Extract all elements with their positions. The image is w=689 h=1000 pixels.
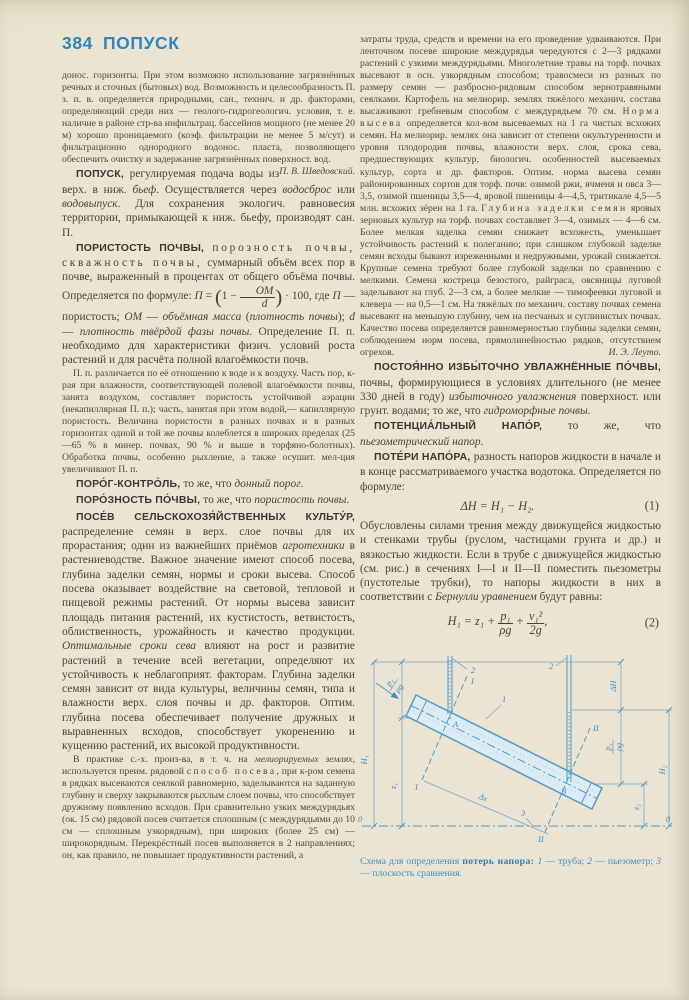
text-italic: 2	[587, 856, 593, 868]
entry-poteri-napora	[360, 450, 661, 494]
text-plain: П. п. различается по её отношению к воде и к воздуху. Часть пор, к-рая при влажности, соответствующей полевой влагоёмкости почвы, занята воздухом, составляет пористость устойчивой аэрации (некапиллярная П. п.); часть, занятая при этом водой,— капиллярную пористость. Величина пористости в разных почвах и в разных горизонтах одной и той же почвы колеблется в широких пределах (25—65 % в минер. почвах, 90 % и выше в торфяно-болотных). Обработка почвы, особенно рыхление, а также осушит. мел-ция увеличивают П. п.	[62, 367, 355, 475]
text-bigparen: )	[275, 286, 283, 309]
text-plain: .	[587, 405, 591, 418]
text-plain: донос. горизонты. При этом возможно использование загрязнённых речных и сточных (бытовых) вод. Возможность и целесообразность П. з. п. в. определяется природными, сан., технич. и др. факторами, определяющий среди них — геолого-гидрогеологич. условия, т. е. наличие в районе стр-ва инфильтрац. бассейнов мощного (не менее 20 м) хорошо проницаемого (коэф. фильтрации не менее 5 м/сут) и фильтрационно однородного водонос. пласта, позволяющего обеспечить очистку и задержание загрязнённых поверхност. вод.	[62, 70, 355, 166]
text-bold: ПОСТОЯ́ННО ИЗБЫ́ТОЧНО УВЛАЖНЁННЫЕ ПО́ЧВЫ,	[374, 362, 661, 374]
entry-posev	[62, 510, 355, 754]
text-plain: .	[300, 477, 304, 490]
text-spaced: Глубина заделки семян	[481, 202, 628, 214]
text-plain: разность напоров жидкости в начале и в конце рассматриваемого участка водотока. Определяется по формуле:	[360, 451, 661, 493]
text-bold: ПОПУСК,	[76, 169, 130, 181]
svg-text:ρg: ρg	[613, 742, 624, 752]
formula-fraction: $\frac{ОМ}{d}$	[240, 285, 276, 311]
dim-p2-fraction	[603, 740, 624, 754]
formula-fraction: $\frac{\text{p₁}}{\rho g}$	[499, 608, 512, 637]
text-plain: В практике с.-х. произ-ва, в т. ч. на	[73, 753, 255, 765]
page-number: 384	[62, 33, 93, 53]
text-plain: Схема для определения	[360, 856, 463, 868]
piezometer-left-label: 2	[471, 665, 476, 676]
text-italic: П	[194, 289, 203, 302]
text-italic: гидроморфные почвы	[483, 405, 588, 418]
equation-number: (2)	[644, 615, 659, 630]
text-plain: в растениеводстве. Важное значение имеют способ посева, глубина заделки семян, нормы и сроки высева. Способ посева оказывает воздействие на световой, тепловой и пищевой режимы растений. От нормы высева зависит площадь питания растений, их кустистость, ветвистость, облиственность, урожайность и качество продукции.	[62, 540, 355, 638]
svg-text:p₂: p₂	[602, 743, 613, 751]
text-italic: избыточного увлажнения	[448, 390, 577, 403]
dim-h2-label: H₂	[657, 765, 667, 775]
paragraph-friction	[360, 519, 661, 605]
text-italic: 1	[537, 856, 543, 868]
text-bold: потерь напора:	[462, 856, 538, 868]
text-plain: то же, что	[567, 420, 661, 433]
text-sig: П. В. Шведовский.	[279, 166, 355, 178]
point-b-label: B	[561, 786, 567, 797]
text-spaced: порозность почвы, скважность почвы,	[62, 241, 355, 270]
dim-z2-label: z₂	[631, 803, 641, 811]
text-plain: — пьезометр;	[592, 856, 657, 868]
text-plain: 1 −	[221, 289, 240, 302]
text-italic: d	[349, 311, 355, 324]
text-plain: то же, что	[203, 494, 255, 507]
text-italic: 3	[656, 856, 662, 868]
text-plain: +	[512, 613, 527, 628]
text-bold: ПОТЕНЦИА́ЛЬНЫЙ НАПО́Р,	[374, 421, 568, 433]
figure-caption	[360, 856, 661, 880]
text-plain: то же, что	[183, 477, 235, 490]
zero-left-label: 0	[358, 814, 363, 825]
pipe-label: 1	[502, 694, 507, 705]
text-italic: Бернулли уравнением	[435, 591, 537, 604]
zero-right-label: 0	[666, 814, 671, 825]
text-italic: пьезометрический напор	[360, 435, 481, 448]
piezometer-left	[448, 656, 452, 719]
figure-caption	[360, 856, 661, 880]
dimension-ticks	[371, 659, 672, 829]
head-loss-diagram	[354, 648, 684, 853]
text-plain: =	[202, 289, 215, 302]
text-italic: донный порог	[234, 477, 301, 490]
head-loss-figure	[358, 648, 671, 880]
text-plain: будут равны:	[536, 591, 603, 604]
text-bold: ПОРО́ЗНОСТЬ ПО́ЧВЫ,	[76, 495, 204, 507]
text-plain: — труба;	[542, 856, 588, 868]
text-italic: П	[332, 289, 341, 302]
text-italic: плотность почвы	[249, 311, 338, 324]
text-italic: водовыпуск	[62, 197, 118, 210]
continued-paragraph	[360, 34, 661, 359]
dim-dx-label: Δx	[477, 790, 490, 804]
text-plain: почвы, формирующиеся в условиях длительного (не менее 330 дней в году)	[360, 376, 661, 403]
text-plain: . Осуществляется через	[156, 183, 283, 196]
text-italic: объёмная масса	[162, 311, 242, 324]
equation-1	[360, 494, 661, 519]
left-column	[62, 70, 355, 862]
text-plain: .	[480, 435, 484, 448]
text-spaced: Норма высева	[360, 106, 661, 130]
equation-number: (1)	[644, 498, 659, 513]
svg-text:p₁: p₁	[383, 676, 396, 688]
text-bigparen: (	[214, 286, 222, 309]
text-plain: , при к-ром семена в рядках высеваются сеялкой равномерно, заделываются на заданную глубину и сверху закрываются рыхлым слоем почвы, что способствует дружному появлению всходов. При сравнительно узких междурядьях (ок. 15 см) рядовой посев считается сплошным (с междурядьями до 10 см — сплошным узкорядным), при широких (более 25 см) — широкорядным. Перекрёстный посев выполняется в 2 направлениях; он, как правило, не повышает продуктивности растений, а	[62, 765, 355, 861]
section1-top: I	[471, 676, 474, 687]
dim-dh-label: ΔH	[608, 680, 618, 692]
piezometer-right-label: 2	[549, 661, 554, 672]
piezometer-right	[567, 655, 571, 782]
text-italic: агротехники	[282, 540, 345, 553]
text-plain: .	[346, 494, 350, 507]
petit-paragraph-porosity	[62, 368, 355, 476]
text-plain: — пористость;	[62, 289, 355, 324]
entry-postoyanno-uvlazhnennye-pochvy	[360, 360, 661, 418]
text-italic: плотность твёрдой фазы почвы	[79, 325, 250, 338]
text-plain: или	[331, 183, 355, 196]
text-bold: ПОРИСТОСТЬ ПОЧВЫ,	[76, 242, 213, 254]
text-plain: поверхност. или грунт. водами; то же, что	[360, 390, 661, 418]
text-plain: · 100, где	[282, 289, 333, 302]
text-plain: ΔH = H₁ − H₂.	[460, 498, 535, 513]
section1-bottom: I	[415, 782, 418, 793]
text-plain: (	[241, 311, 250, 324]
section2-top: II	[593, 723, 599, 734]
running-head	[62, 33, 180, 54]
text-plain: —	[62, 325, 80, 338]
equation-2	[360, 605, 661, 642]
text-plain: суммарный объём всех пор в почве, выраженный в процентах от общего объёма почвы. Определяется по формуле:	[62, 257, 355, 302]
text-italic: мелиорируемых землях	[254, 753, 353, 765]
point-a-label: A	[453, 719, 459, 730]
text-plain: . Определение П. п. необходимо для характеристики физич. условий роста растений и для расчёта полной влагоёмкости почв.	[62, 325, 355, 367]
text-bold: ПОСЕ́В СЕЛЬСКОХОЗЯ́ЙСТВЕННЫХ КУЛЬТУ́Р,	[76, 511, 355, 523]
entry-poristost-pochvy	[62, 241, 355, 368]
text-bold: ПОТЕ́РИ НАПО́РА,	[374, 452, 474, 464]
petit-paragraph-sowing	[62, 754, 355, 862]
entry-potentsialny-napor	[360, 419, 661, 449]
text-plain: , используется преим. рядовой	[62, 753, 355, 777]
text-plain: . Для сохранения экологич. равновесия территории, примыкающей к ниж. бьефу, производят сан. П.	[62, 197, 355, 239]
section2-bottom: II	[538, 834, 544, 845]
text-plain: Обусловлены силами трения между движущейся жидкостью и стенками трубы (руслом, частицами грунта и др.) и вязкостью жидкости. Если в трубе с движущейся жидкостью (см. рис.) в сечениях I—I и II—II поместить пьезометры (пустотелые трубки), то напоры жидкости в них в соответствии с	[360, 519, 661, 604]
dim-z1-label: z₁	[388, 782, 398, 790]
text-plain: ,	[544, 613, 548, 628]
svg-text:ρg: ρg	[392, 681, 406, 695]
text-spaced: способ посева	[186, 765, 277, 777]
text-italic: водосброс	[282, 183, 332, 196]
entry-poroznost-pochvy	[62, 493, 355, 508]
right-column	[358, 34, 671, 880]
right-column-text	[360, 34, 661, 642]
text-plain: влияют на рост и развитие растений в течение всей вегетации, определяют их устойчивость к неблагоприят. факторам. Глубина заделки семян зависит от вида культуры, величины семян, типа и влажности верх. слоя почвы и др. факторов. Оптим. глубина посева обеспечивает получение дружных и выравненных всходов, способствует укоренению и кущению растений, их высокой продуктивности.	[62, 640, 355, 753]
text-plain: );	[337, 311, 350, 324]
entry-porog-kontrol	[62, 477, 355, 492]
text-plain: определяется кол-вом высеваемых на 1 га чистых всхожих семян. На мелиорир. землях она зависит от степени окультуренности и уровня плодородия почвы, влажности верх. слоя, срока сева, предшествующих культур, биологич. особенностей высеваемых культур, сорта и др. факторов. Оптим. норма высева семян районированных сортов для торф. почв: озимой ржи, ячменя и овса 3—3,5, озимой пшеницы 3,5—4, яровой пшеницы 4—4,5, тритикале 4,5—5 млн. всхожих зёрен на 1 га.	[360, 118, 661, 214]
text-plain: распределение семян в верх. слое почвы для их прорастания; один из важнейших приёмов	[62, 525, 355, 553]
text-italic: ОМ	[124, 311, 143, 324]
plane-label: 3	[521, 808, 526, 819]
text-plain: яровых зерновых культур на торф. почвах составляет 3—4, озимых — 4—6 см. Более мелкая заделка семян снижает всхожесть, уменьшает устойчивость растений к полеганию; при слишком глубокой заделке семян всходы бывают изреженными и недружными, урожай снижается. Крупные семена требуют более глубокой заделки по сравнению с мелкими. Семена костреца безостого, райграса, овсяницы луговой заделывают на глуб. 2—3 см, а более мелкие — тимофеевки луговой и клевера — на 0,5—1 см. На тяжёлых по механич. составу почвах семена высевают на меньшую глубину, чем на песчаных и суглинистых почвах. Качество посева определяется равномерностью глубины заделки семян, соблюдением норм посева, прямолинейностью рядков, отсутствием огрехов.	[360, 202, 661, 359]
text-plain: затраты труда, средств и времени на его проведение удваиваются. При ленточном посеве широкие междурядья чередуются с 2—3 рядками растений с узкими междурядьями. Многолетние травы на торф. почвах высевают в осн. узкорядным способом; травосмеси из разных по размеру семян — разбросно-рядовым способом зернотравяными сеялками. Картофель на мелиорир. землях тяжёлого механич. состава высаживают гребневым способом с междурядьем 70 см.	[360, 34, 661, 118]
text-plain: —	[142, 311, 163, 324]
text-sig: И. Э. Леуто.	[608, 347, 661, 359]
text-italic: Оптимальные сроки сева	[62, 640, 197, 653]
text-plain: — плоскость сравнения.	[360, 868, 463, 880]
text-plain: регулируемая подача воды из верх. в ниж.	[62, 168, 280, 196]
text-bold: ПОРО́Г-КОНТРО́ЛЬ,	[76, 478, 184, 490]
text-plain: H₁ = z₁ +	[447, 613, 499, 628]
running-title: ПОПУСК	[103, 33, 180, 53]
dim-h1-label: H₁	[359, 755, 369, 765]
text-italic: бьеф	[132, 183, 157, 196]
text-italic: пористость почвы	[254, 494, 347, 507]
formula-fraction: $\frac{\text{v₁²}}{2g}$	[528, 608, 543, 637]
